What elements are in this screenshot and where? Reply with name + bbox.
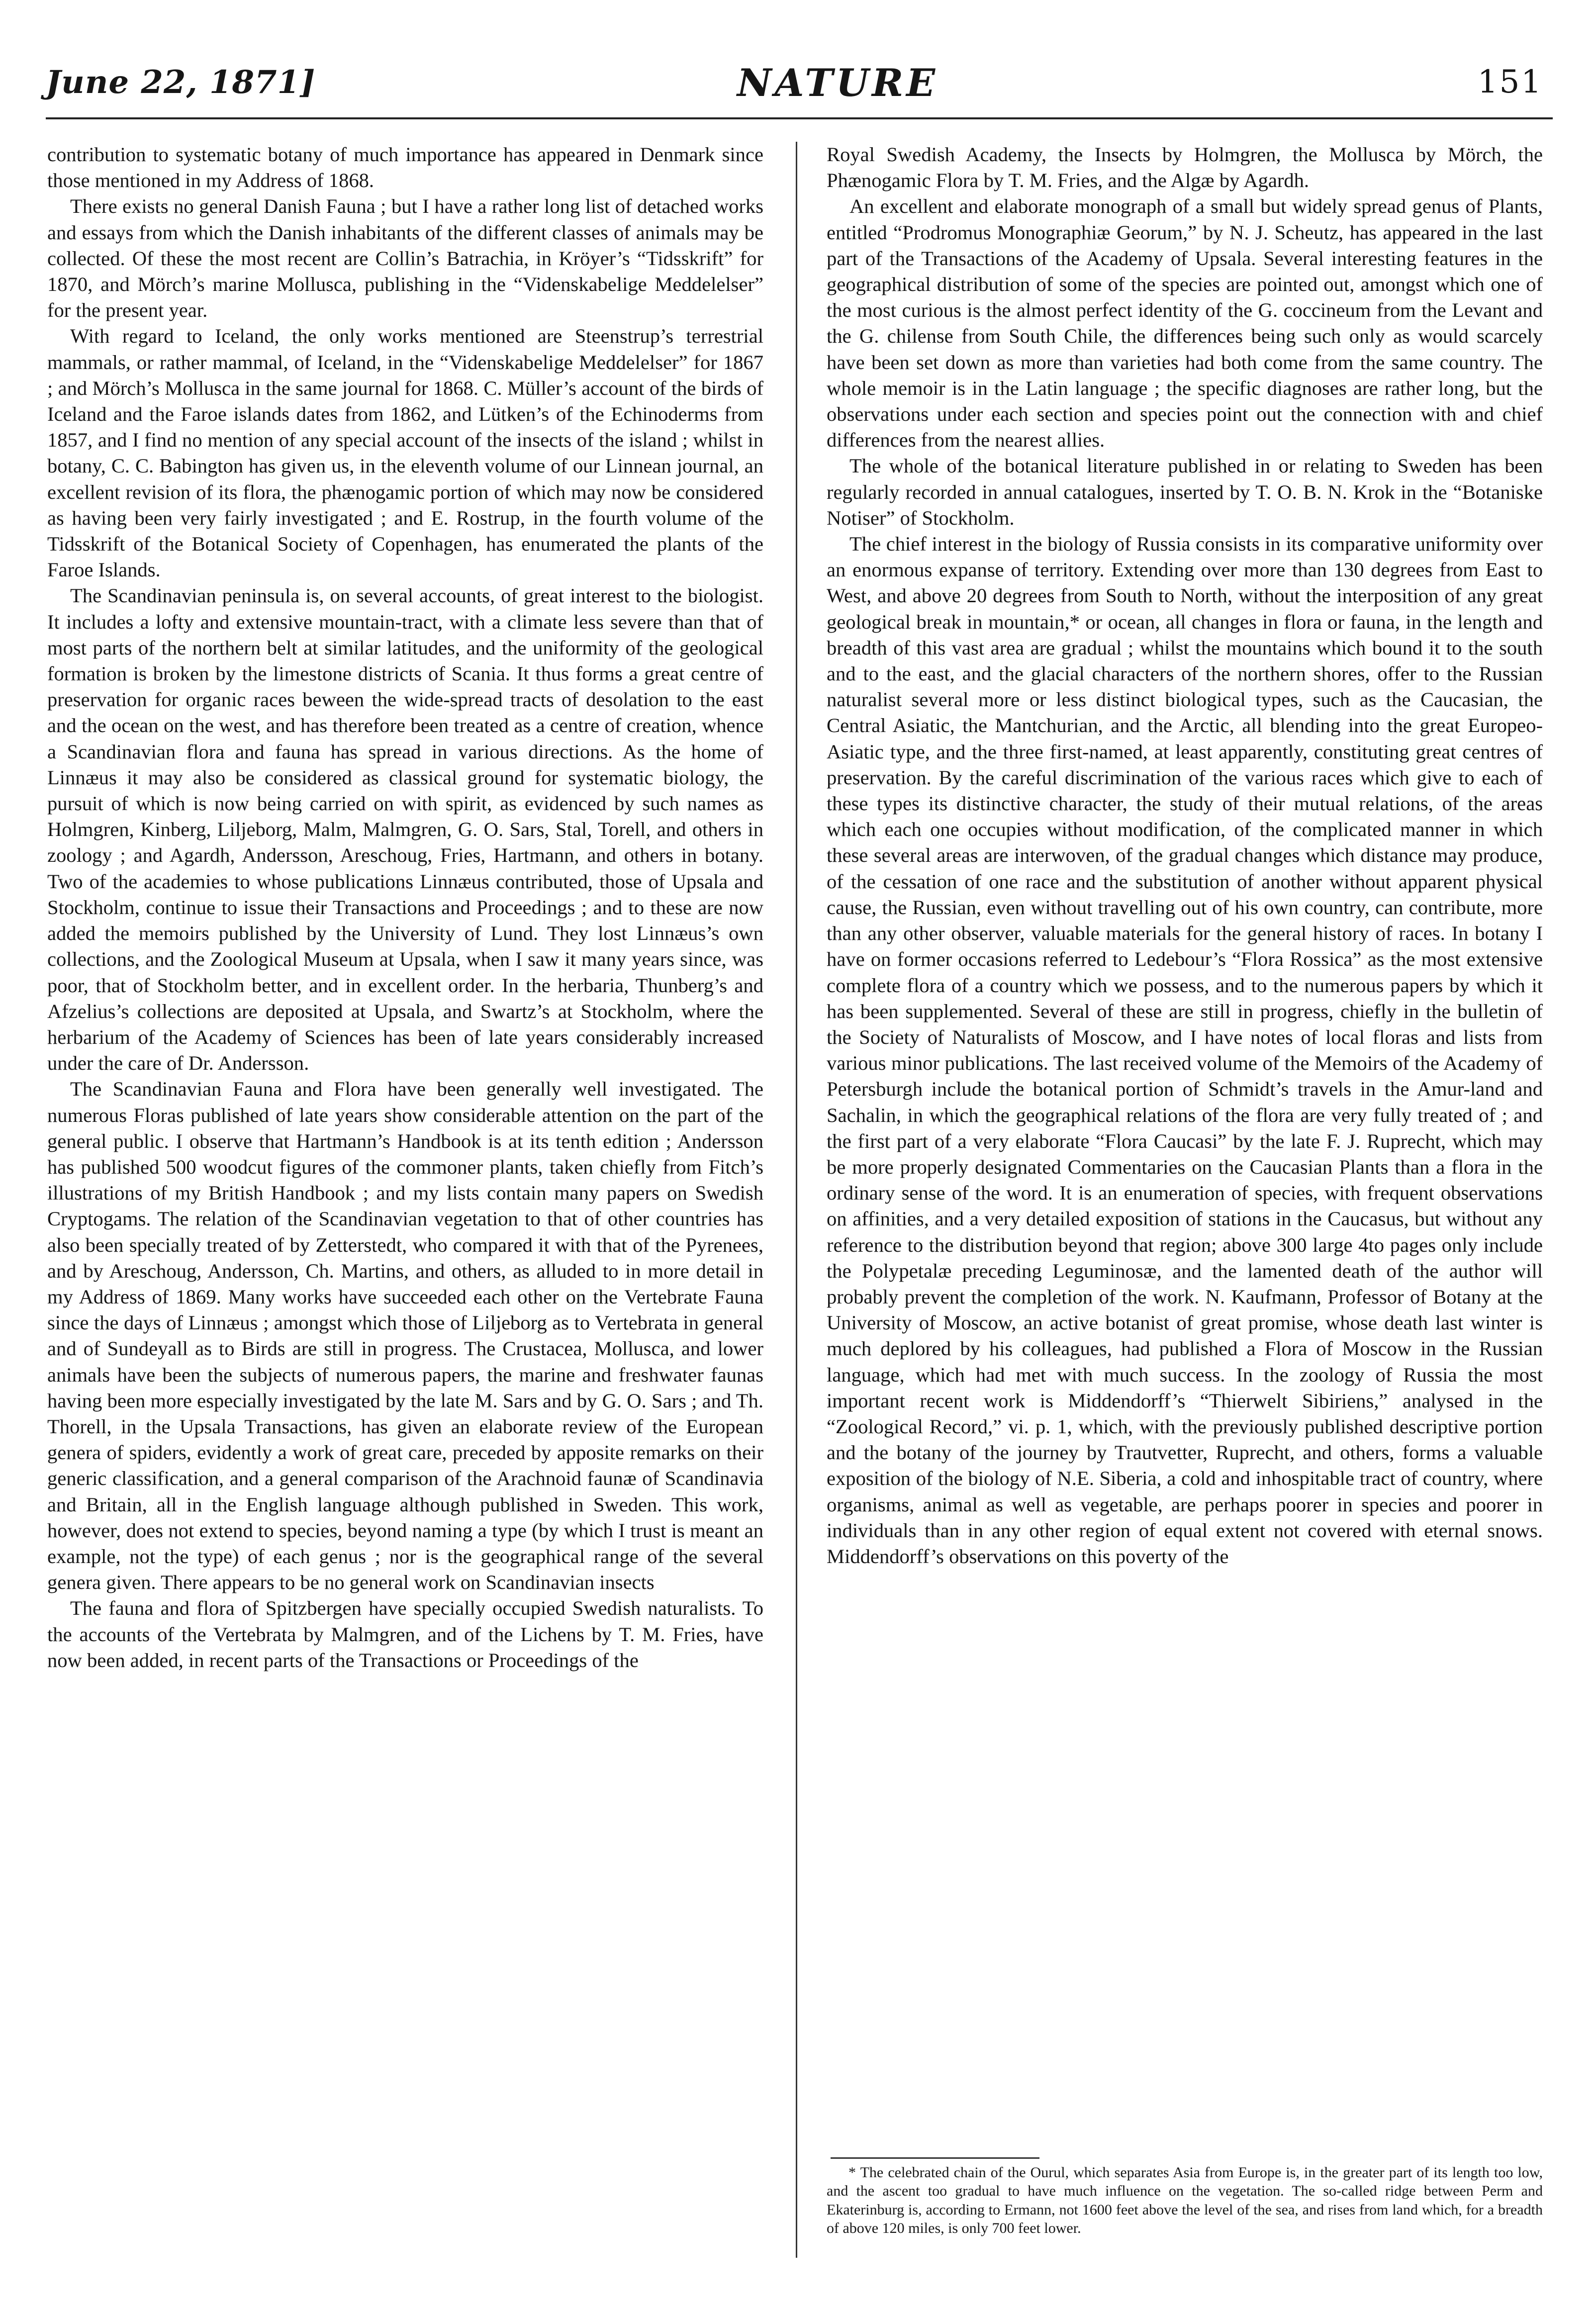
footnote (827, 2163, 1543, 2238)
paragraph: With regard to Iceland, the only works mentioned are Steenstrup’s terrestrial mammals, or rather mammal, of Iceland, in the “Videnskabelige Meddelelser” for 1867 ; and Mörch’s Mollusca in the same journal for 1868. C. Müller’s account of the birds of Iceland and the Faroe islands dates from 1862, and Lütken’s of the Echinoderms from 1857, and I find no mention of any special account of the insects of the island ; whilst in botany, C. C. Babington has given us, in the eleventh volume of our Linnean journal, an excellent revision of its flora, the phænogamic portion of which may now be considered as having been very fairly investigated ; and E. Rostrup, in the fourth volume of the Tidsskrift of the Botanical Society of Copenhagen, has enumerated the plants of the Faroe Islands. (47, 325, 763, 581)
paragraph: Royal Swedish Academy, the Insects by Holmgren, the Mollusca by Mörch, the Phænogamic Flora by T. M. Fries, and the Algæ by Agardh. (827, 143, 1543, 192)
paragraph: There exists no general Danish Fauna ; but I have a rather long list of detached works and essays from which the Danish inhabitants of the different classes of animals may be collected. Of these the most recent are Collin’s Batrachia, in Kröyer’s “Tidsskrift” for 1870, and Mörch’s marine Mollusca, publishing in the “Videnskabelige Meddelelser” for the present year. (47, 195, 763, 322)
footnote-rule (831, 2157, 1039, 2159)
paragraph: The fauna and flora of Spitzbergen have specially occupied Swedish naturalists. To the accounts of the Vertebrata by Malmgren, and of the Lichens by T. M. Fries, have now been added, in recent parts of the Transactions or Proceedings of the (47, 1597, 763, 1671)
paragraph: The whole of the botanical literature published in or relating to Sweden has been regularly recorded in annual catalogues, inserted by T. O. B. N. Krok in the “Botaniske Notiser” of Stockholm. (827, 455, 1543, 529)
issue-date: June 22, 1871] (46, 64, 316, 101)
journal-title: NATURE (737, 61, 939, 105)
header-rule (46, 117, 1553, 119)
page-header (46, 59, 1553, 118)
left-column (47, 142, 763, 1673)
column-divider (796, 142, 797, 2258)
paragraph: The Scandinavian peninsula is, on several accounts, of great interest to the biologist. It includes a lofty and extensive mountain-tract, with a climate less severe than that of most parts of the northern belt at similar latitudes, and the uniformity of the geological formation is broken by the limestone districts of Scania. It thus forms a great centre of preservation for organic races beween the wide-spread tracts of desolation to the east and the ocean on the west, and has therefore been treated as a centre of creation, whence a Scandinavian flora and fauna has spread in various directions. As the home of Linnæus it may also be considered as classical ground for systematic biology, the pursuit of which is now being carried on with spirit, as evidenced by such names as Holmgren, Kinberg, Liljeborg, Malm, Malmgren, G. O. Sars, Stal, Torell, and others in zoology ; and Agardh, Andersson, Areschoug, Fries, Hartmann, and others in botany. Two of the academies to whose publications Linnæus contributed, those of Upsala and Stockholm, continue to issue their Transactions and Proceedings ; and to these are now added the memoirs published by the University of Lund. They lost Linnæus’s own collections, and the Zoological Museum at Upsala, when I saw it many years since, was poor, that of Stockholm better, and in excellent order. In the herbaria, Thunberg’s and Afzelius’s collections are deposited at Upsala, and Swartz’s at Stockholm, where the herbarium of the Academy of Sciences has been of late years considerably increased under the care of Dr. Andersson. (47, 584, 763, 1075)
paragraph: contribution to systematic botany of much importance has appeared in Denmark since those mentioned in my Address of 1868. (47, 143, 763, 192)
paragraph: The Scandinavian Fauna and Flora have been generally well investigated. The numerous Floras published of late years show considerable attention on the part of the general public. I observe that Hartmann’s Handbook is at its tenth edition ; Andersson has published 500 woodcut figures of the commoner plants, taken chiefly from Fitch’s illustrations of my British Handbook ; and my lists contain many papers on Swedish Cryptogams. The relation of the Scandinavian vegetation to that of other countries has also been specially treated of by Zetterstedt, who compared it with that of the Pyrenees, and by Areschoug, Andersson, Ch. Martins, and others, as alluded to in more detail in my Address of 1869. Many works have succeeded each other on the Vertebrate Fauna since the days of Linnæus ; amongst which those of Liljeborg as to Vertebrata in general and of Sundeyall as to Birds are still in progress. The Crustacea, Mollusca, and lower animals have been the subjects of numerous papers, the marine and freshwater faunas having been more especially investigated by the late M. Sars and by G. O. Sars ; and Th. Thorell, in the Upsala Transactions, has given an elaborate review of the European genera of spiders, evidently a work of great care, preceded by apposite remarks on their generic classification, and a general comparison of the Arachnoid faunæ of Scandinavia and Britain, all in the English language although published in Sweden. This work, however, does not extend to species, beyond naming a type (by which I trust is meant an example, not the type) of each genus ; nor is the geographical range of the several genera given. There appears to be no general work on Scandinavian insects (47, 1078, 763, 1594)
paragraph: An excellent and elaborate monograph of a small but widely spread genus of Plants, entitled “Prodromus Monographiæ Georum,” by N. J. Scheutz, has appeared in the last part of the Transactions of the Academy of Upsala. Several interesting features in the geographical distribution of some of the species are pointed out, amongst which one of the most curious is the almost perfect identity of the G. coccineum from the Levant and the G. chilense from South Chile, the differences being such only as would scarcely have been set down as more than varieties had both come from the same country. The whole memoir is in the Latin language ; the specific diagnoses are rather long, but the observations under each section and species point out the connection with and chief differences from the nearest allies. (827, 195, 1543, 452)
page-number: 151 (1477, 64, 1543, 100)
footnote-text: * The celebrated chain of the Ourul, which separates Asia from Europe is, in the greater part of its length too low, and the ascent too gradual to have much influence on the vegetation. The so-called ridge between Perm and Ekaterinburg is, according to Ermann, not 1600 feet above the level of the sea, and rises from land which, for a breadth of above 120 miles, is only 700 feet lower. (827, 2164, 1543, 2237)
paragraph: The chief interest in the biology of Russia consists in its comparative uniformity over an enormous expanse of territory. Extending over more than 130 degrees from East to West, and above 20 degrees from South to North, without the interposition of any great geological break in mountain,* or ocean, all changes in flora or fauna, in the length and breadth of this vast area are gradual ; whilst the mountains which bound it to the south and to the east, and the glacial characters of the northern shores, offer to the Russian naturalist several more or less distinct biological types, such as the Caucasian, the Central Asiatic, the Mantchurian, and the Arctic, all blending into the great Europeo-Asiatic type, and the three first-named, at least apparently, constituting great centres of preservation. By the careful discrimination of the various races which give to each of these types its distinctive character, the study of their mutual relations, of the areas which each one occupies without modification, of the complicated manner in which these several areas are interwoven, of the gradual changes which distance may produce, of the cessation of one race and the substitution of another without apparent physical cause, the Russian, even without travelling out of his own country, can contribute, more than any other observer, valuable materials for the general history of races. In botany I have on former occasions referred to Ledebour’s “Flora Rossica” as the most extensive complete flora of a country which we possess, and to the numerous papers by which it has been supplemented. Several of these are still in progress, chiefly in the bulletin of the Society of Naturalists of Moscow, and I have notes of local floras and lists from various minor publications. The last received volume of the Memoirs of the Academy of Petersburgh include the botanical portion of Schmidt’s travels in the Amur-land and Sachalin, in which the geographical relations of the flora are very fully treated of ; and the first part of a very elaborate “Flora Caucasi” by the late F. J. Ruprecht, which may be more properly designated Commentaries on the Caucasian Plants than a flora in the ordinary sense of the word. It is an enumeration of species, with frequent observations on affinities, and a very detailed exposition of stations in the Caucasus, but without any reference to the distribution beyond that region; above 300 large 4to pages only include the Polypetalæ preceding Leguminosæ, and the lamented death of the author will probably prevent the completion of the work. N. Kaufmann, Professor of Botany at the University of Moscow, an active botanist of great promise, whose death last winter is much deplored by his colleagues, had published a Flora of Moscow in the Russian language, which had met with much success. In the zoology of Russia the most important recent work is Middendorff’s “Thierwelt Sibiriens,” analysed in the “Zoological Record,” vi. p. 1, which, with the previously published descriptive portion and the botany of the journey by Trautvetter, Ruprecht, and others, forms a valuable exposition of the biology of N.E. Siberia, a cold and inhospitable tract of country, where organisms, animal as well as vegetable, are perhaps poorer in species and poorer in individuals than in any other region of equal extent not covered with eternal snows. Middendorff’s observations on this poverty of the (827, 533, 1543, 1567)
right-column (827, 142, 1543, 1569)
